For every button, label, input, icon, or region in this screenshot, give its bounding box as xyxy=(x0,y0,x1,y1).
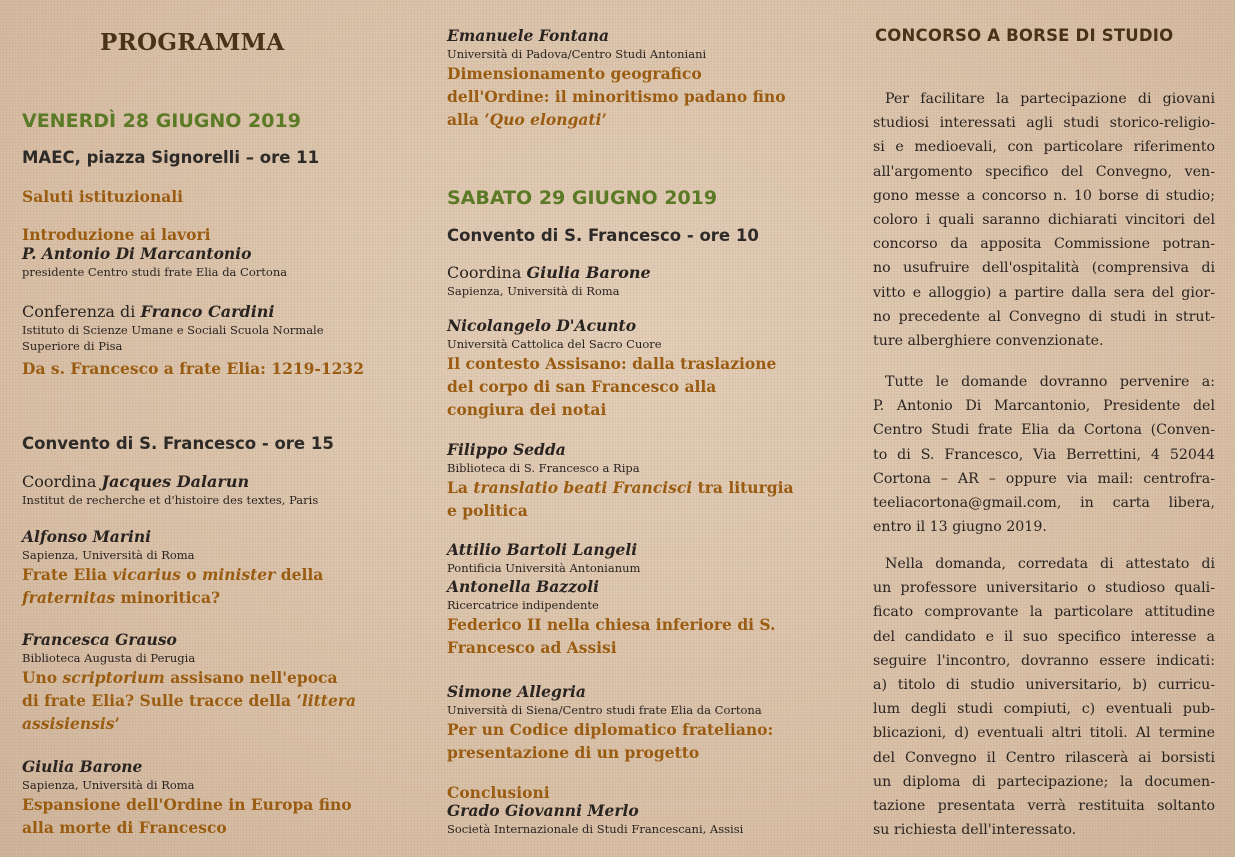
paragraph-line: un diploma di partecipazione; la documen- xyxy=(873,773,1215,790)
venue-saturday: Convento di S. Francesco - ore 10 xyxy=(447,226,759,245)
talk-title: La translatio beati Francisci tra liturgia e politica xyxy=(447,478,794,520)
talk-barone xyxy=(22,757,422,839)
speaker-affiliation: Università Cattolica del Sacro Cuore xyxy=(447,337,662,351)
paragraph-line: studiosi interessati agli studi storico-religio- xyxy=(873,115,1215,132)
paragraph-line: del Convegno il Centro rilascerà ai borsisti xyxy=(873,749,1215,766)
talk-title: Da s. Francesco a frate Elia: 1219-1232 xyxy=(22,359,365,378)
paragraph-line: Cortona – AR – oppure via mail: centrofra- xyxy=(873,470,1215,487)
session-title: Conclusioni xyxy=(447,783,550,802)
session-conclusions xyxy=(447,781,857,837)
talk-title: Il contesto Assisano: dalla traslazione del corpo di san Francesco alla congiura dei notai xyxy=(447,354,777,419)
talk-bartoli-bazzoli xyxy=(447,540,857,659)
paragraph-line: su richiesta dell'interessato. xyxy=(873,822,1077,839)
talk-grauso xyxy=(22,630,422,735)
paragraph-line: a) titolo di studio universitario, b) curricu- xyxy=(873,677,1215,694)
speaker-name: P. Antonio Di Marcantonio xyxy=(22,244,252,263)
paragraph-line: tazione presentata verrà restituita soltanto xyxy=(873,798,1215,815)
paragraph-line: no precedente al Convegno di studi in strut- xyxy=(873,308,1215,325)
speaker-affiliation: Istituto di Scienze Umane e Sociali Scuola Normale xyxy=(22,323,324,337)
speaker-name: Filippo Sedda xyxy=(447,440,566,459)
paragraph-line: coloro i quali saranno dichiarati vincitori del xyxy=(873,212,1215,229)
paragraph-line: ficato comprovante la particolare attitudine xyxy=(873,604,1215,621)
program-title: PROGRAMMA xyxy=(100,29,285,56)
chair-name: Giulia Barone xyxy=(526,263,651,282)
chair-line: Coordina Jacques Dalarun Institut de recherche et d'histoire des textes, Paris xyxy=(22,471,422,508)
paragraph-line: no usufruire dell'ospitalità (comprensiva di xyxy=(873,260,1215,277)
paragraph-line: entro il 13 giugno 2019. xyxy=(873,519,1047,536)
speaker-affiliation: Sapienza, Università di Roma xyxy=(22,548,195,562)
talk-title: Uno scriptorium assisano nell'epoca di frate Elia? Sulle tracce della ‘littera assisiensis’ xyxy=(22,668,357,733)
paragraph-line: all'argomento specifico del Convegno, ven- xyxy=(873,163,1215,180)
speaker-affiliation: Università di Siena/Centro studi frate Elia da Cortona xyxy=(447,703,762,717)
talk-title: Federico II nella chiesa inferiore di S. Francesco ad Assisi xyxy=(447,615,776,657)
speaker-name: Emanuele Fontana xyxy=(447,26,610,45)
speaker-name-2: Antonella Bazzoli xyxy=(447,577,600,596)
paragraph-line: Tutte le domande dovranno pervenire a: xyxy=(885,374,1215,390)
chair-affiliation: Sapienza, Università di Roma xyxy=(447,284,620,298)
day-heading-friday: VENERDÌ 28 GIUGNO 2019 xyxy=(22,110,301,132)
paragraph-line: si e medioevali, con particolare riferimento xyxy=(873,139,1215,156)
speaker-name: Grado Giovanni Merlo xyxy=(447,801,639,820)
talk-fontana xyxy=(447,26,857,131)
paragraph-line: blicazioni, d) eventuali altri titoli. Al termine xyxy=(873,725,1215,742)
paragraph-line: lum degli studi compiuti, c) eventuali pub- xyxy=(873,701,1215,718)
paragraph-line: gono messe a concorso n. 10 borse di studio; xyxy=(873,187,1215,204)
speaker-name: Simone Allegria xyxy=(447,682,586,701)
talk-title: Per un Codice diplomatico frateliano: presentazione di un progetto xyxy=(447,720,774,762)
talk-marini xyxy=(22,527,422,609)
speaker-affiliation: Sapienza, Università di Roma xyxy=(22,778,195,792)
speaker-affiliation: Società Internazionale di Studi Francescani, Assisi xyxy=(447,822,744,836)
talk-title: Dimensionamento geografico dell'Ordine: il minoritismo padano fino alla ‘Quo elongati’ xyxy=(447,64,786,129)
paragraph-line: P. Antonio Di Marcantonio, Presidente del xyxy=(873,398,1215,415)
scholarship-paragraph-1 xyxy=(873,87,1215,353)
speaker-name: Attilio Bartoli Langeli xyxy=(447,540,638,559)
paragraph-line: to di S. Francesco, Via Berrettini, 4 52044 xyxy=(873,446,1215,463)
paragraph-line: vitto e alloggio) a partire dalla sera del gior- xyxy=(873,284,1215,301)
chair-name: Jacques Dalarun xyxy=(101,472,250,491)
speaker-affiliation: Pontificia Università Antonianum xyxy=(447,561,641,575)
session-greetings: Saluti istituzionali xyxy=(22,187,184,206)
scholarship-paragraph-2 xyxy=(873,370,1215,539)
scholarship-paragraph-3 xyxy=(873,552,1215,842)
speaker-affiliation: Biblioteca Augusta di Perugia xyxy=(22,651,196,665)
day-heading-saturday: SABATO 29 GIUGNO 2019 xyxy=(447,187,718,209)
talk-dacunto xyxy=(447,316,857,421)
conference-line: Conferenza di Franco Cardini xyxy=(22,302,275,321)
session-conference xyxy=(22,301,422,380)
speaker-name: Giulia Barone xyxy=(22,757,143,776)
speaker-name: Franco Cardini xyxy=(140,302,275,321)
paragraph-line: Per facilitare la partecipazione di giovani xyxy=(885,91,1215,107)
session-title: Introduzione ai lavori xyxy=(22,225,211,244)
paragraph-line: Centro Studi frate Elia da Cortona (Conven- xyxy=(873,422,1215,439)
paragraph-line: ture alberghiere convenzionate. xyxy=(873,333,1104,350)
venue-afternoon: Convento di S. Francesco - ore 15 xyxy=(22,434,334,453)
paragraph-line: seguire l'incontro, dovranno essere indicati: xyxy=(873,652,1215,669)
chair-affiliation: Institut de recherche et d'histoire des textes, Paris xyxy=(22,493,319,507)
talk-title: Espansione dell'Ordine in Europa fino alla morte di Francesco xyxy=(22,795,352,837)
speaker-name: Alfonso Marini xyxy=(22,527,152,546)
paragraph-line: concorso da apposita Commissione potran- xyxy=(873,236,1215,253)
speaker-affiliation: presidente Centro studi frate Elia da Cortona xyxy=(22,265,288,279)
talk-sedda xyxy=(447,440,857,522)
speaker-affiliation-2: Superiore di Pisa xyxy=(22,339,123,353)
venue-morning: MAEC, piazza Signorelli – ore 11 xyxy=(22,148,320,167)
speaker-name: Nicolangelo D'Acunto xyxy=(447,316,637,335)
talk-allegria xyxy=(447,682,857,764)
speaker-affiliation-2: Ricercatrice indipendente xyxy=(447,598,599,612)
speaker-affiliation: Biblioteca di S. Francesco a Ripa xyxy=(447,461,640,475)
speaker-affiliation: Università di Padova/Centro Studi Antoniani xyxy=(447,47,707,61)
speaker-name: Francesca Grauso xyxy=(22,630,177,649)
chair-line: Coordina Giulia Barone Sapienza, Università di Roma xyxy=(447,262,857,299)
session-intro xyxy=(22,223,422,280)
paragraph-line: Nella domanda, corredata di attestato di xyxy=(885,556,1215,572)
paragraph-line: teeliacortona@gmail.com, in carta libera, xyxy=(873,495,1215,512)
scholarship-title: CONCORSO A BORSE DI STUDIO xyxy=(875,26,1174,45)
talk-title: Frate Elia vicarius o minister della fraternitas minoritica? xyxy=(22,565,324,607)
paragraph-line: del candidato e il suo specifico interesse a xyxy=(873,628,1215,645)
paragraph-line: un professore universitario o studioso quali- xyxy=(873,580,1215,597)
